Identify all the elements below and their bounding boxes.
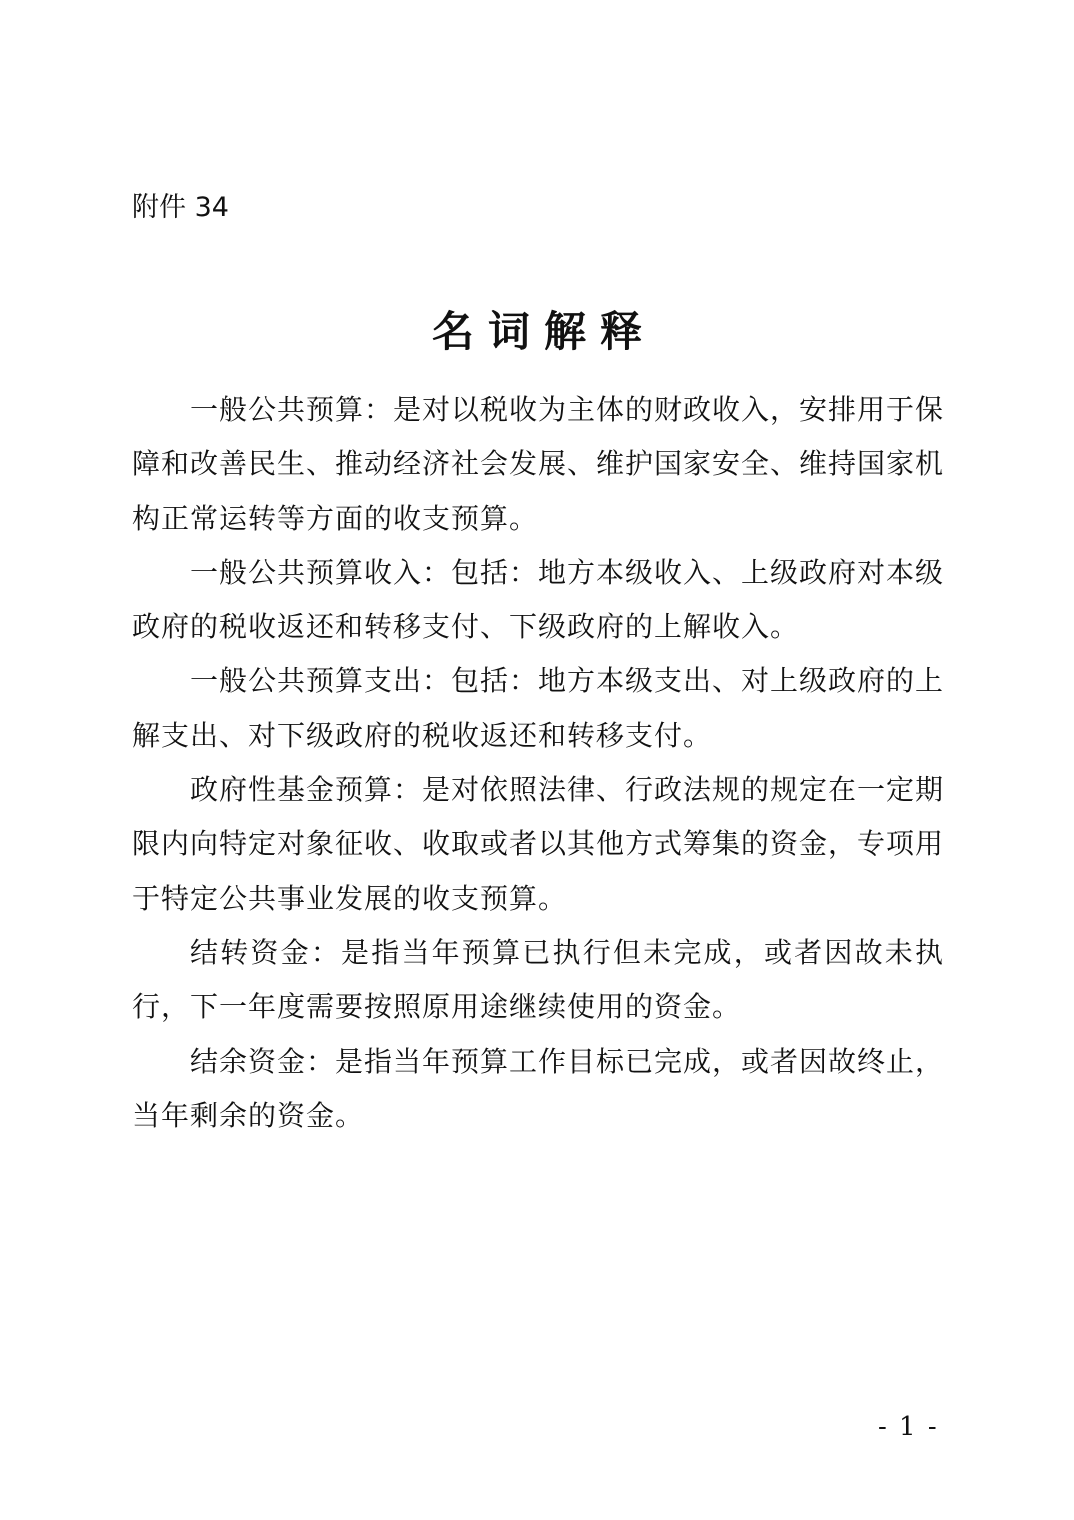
paragraph-surplus-funds: 结余资金：是指当年预算工作目标已完成，或者因故终止，当年剩余的资金。 xyxy=(132,1044,945,1132)
attachment-label: 附件 34 xyxy=(132,192,229,223)
paragraph-general-public-budget-revenue: 一般公共预算收入：包括：地方本级收入、上级政府对本级政府的税收返还和转移支付、下级政府的上解收入。 xyxy=(132,555,945,644)
paragraph-government-fund-budget: 政府性基金预算：是对依照法律、行政法规的规定在一定期限内向特定对象征收、收取或者以其他方式筹集的资金，专项用于特定公共事业发展的收支预算。 xyxy=(132,773,945,915)
document-title: 名词解释 xyxy=(431,307,656,356)
page-number: - 1 - xyxy=(878,1412,939,1442)
paragraph-general-public-budget-expenditure: 一般公共预算支出：包括：地方本级支出、对上级政府的上解支出、对下级政府的税收返还和转移支付。 xyxy=(132,664,945,752)
paragraph-general-public-budget: 一般公共预算：是对以税收为主体的财政收入，安排用于保障和改善民生、推动经济社会发展、维护国家安全、维持国家机构正常运转等方面的收支预算。 xyxy=(132,393,945,535)
paragraph-carryover-funds: 结转资金：是指当年预算已执行但未完成，或者因故未执行，下一年度需要按照原用途继续使用的资金。 xyxy=(132,935,944,1024)
document-body xyxy=(132,383,944,1143)
